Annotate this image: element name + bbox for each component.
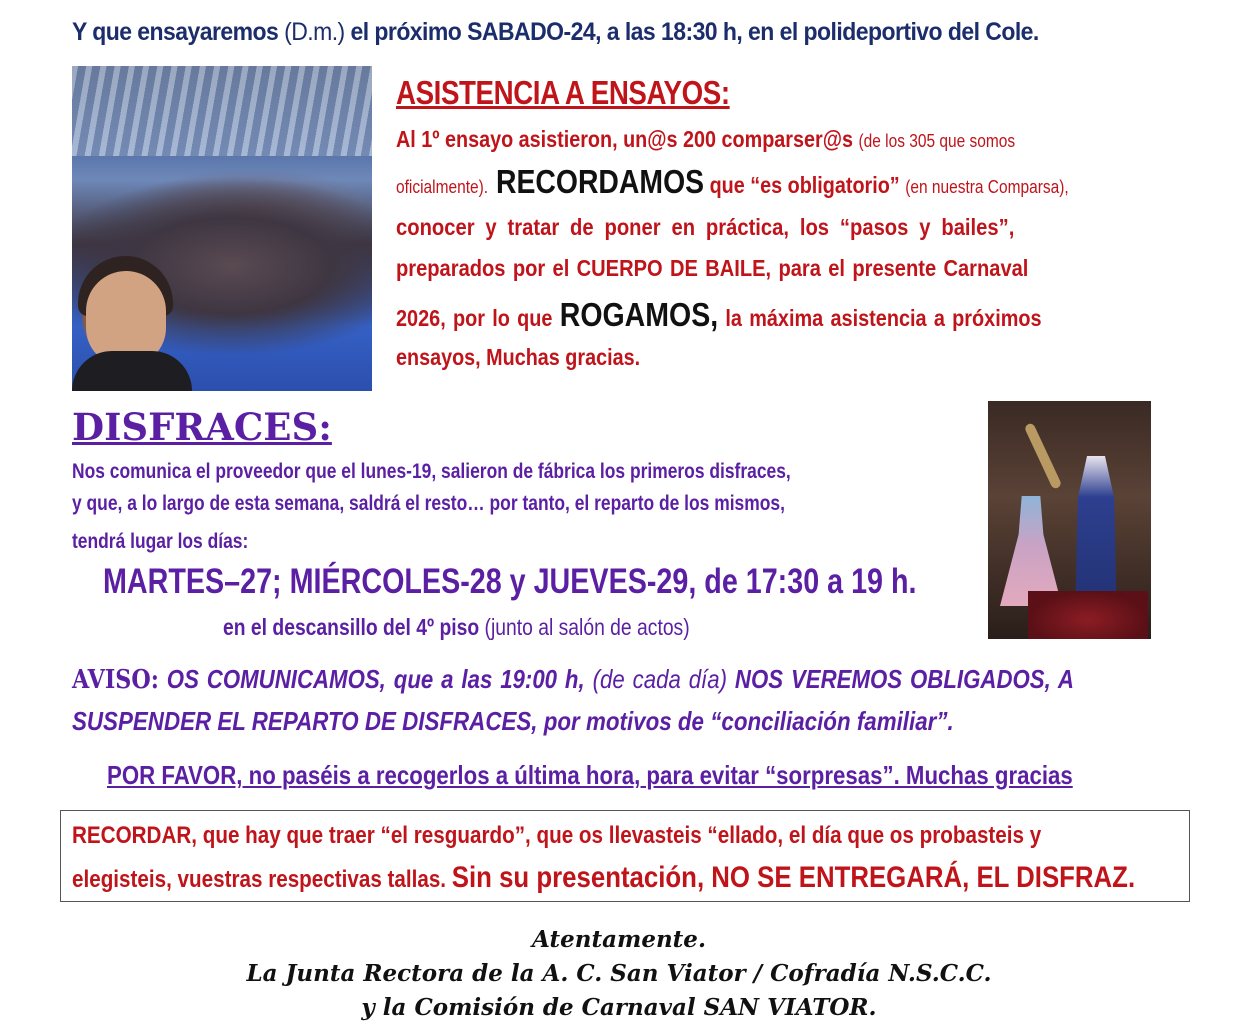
asistencia-line-6: ensayos, Muchas gracias. xyxy=(396,344,641,370)
asistencia-l5b: la máxima asistencia a próximos xyxy=(718,305,1042,331)
gym-roof xyxy=(72,66,372,156)
rogamos-text: ROGAMOS, xyxy=(559,296,719,333)
disfraces-heading: DISFRACES: xyxy=(72,405,332,449)
aviso-l1b: (de cada día) xyxy=(592,664,728,694)
aviso-label: AVISO: xyxy=(72,665,159,695)
disfraces-line-3: tendrá lugar los días: xyxy=(72,530,249,553)
asistencia-line-1 xyxy=(396,126,1015,153)
recordar-warning: Sin su presentación, NO SE ENTREGARÁ, EL DISFRAZ. xyxy=(451,861,1136,894)
asistencia-l2-small: oficialmente). xyxy=(396,177,489,197)
aviso-line-1 xyxy=(72,664,1074,695)
rehearsal-group-photo xyxy=(72,66,372,391)
red-cloth xyxy=(1028,591,1148,639)
aviso-l1a: OS COMUNICAMOS, que a las 19:00 h, xyxy=(158,664,593,694)
asistencia-l5a: 2026, por lo que xyxy=(396,305,560,331)
announcement-line xyxy=(72,18,1093,47)
signature-junta: La Junta Rectora de la A. C. San Viator / Cofradía N.S.C.C. xyxy=(246,960,992,987)
pink-dress xyxy=(1000,496,1062,606)
sword-prop xyxy=(1024,422,1063,490)
costume-photo xyxy=(988,401,1151,639)
distribution-place-text: en el descansillo del 4º piso xyxy=(223,614,485,640)
asistencia-l1: Al 1º ensayo asistieron, un@s 200 comparser@s xyxy=(396,126,859,152)
por-favor-notice: POR FAVOR, no paséis a recogerlos a última hora, para evitar “sorpresas”. Muchas gracias xyxy=(107,760,1073,790)
asistencia-line-4: preparados por el CUERPO DE BAILE, para el presente Carnaval xyxy=(396,255,1029,281)
asistencia-line-3: conocer y tratar de poner en práctica, los “pasos y bailes”, xyxy=(396,214,1015,240)
asistencia-l2-rest: que “es obligatorio” xyxy=(704,172,906,198)
asistencia-line-5 xyxy=(396,296,1042,334)
asistencia-l2-small2: (en nuestra Comparsa), xyxy=(905,177,1069,197)
distribution-dates: MARTES–27; MIÉRCOLES-28 y JUEVES-29, de 17:30 a 19 h. xyxy=(103,562,917,601)
disfraces-line-2: y que, a lo largo de esta semana, saldrá el resto… por tanto, el reparto de los mismos, xyxy=(72,492,785,515)
announcement-dm: (D.m.) xyxy=(284,18,345,46)
aviso-l1c: NOS VEREMOS OBLIGADOS, A xyxy=(727,664,1074,694)
distribution-place xyxy=(223,614,690,641)
recordamos-text: RECORDAMOS xyxy=(488,163,705,200)
asistencia-heading: ASISTENCIA A ENSAYOS: xyxy=(396,74,730,111)
signature-comision: y la Comisión de Carnaval SAN VIATOR. xyxy=(361,994,877,1021)
asistencia-l1-small: (de los 305 que somos xyxy=(858,131,1016,151)
disfraces-line-1: Nos comunica el proveedor que el lunes-19, salieron de fábrica los primeros disfraces, xyxy=(72,460,791,483)
distribution-place-note: (junto al salón de actos) xyxy=(484,614,690,640)
person-body xyxy=(72,351,192,391)
signature-greeting: Atentamente. xyxy=(532,926,706,953)
recordar-line-1: RECORDAR, que hay que traer “el resguardo”, que os llevasteis “ellado, el día que os probasteis y xyxy=(72,822,1042,849)
announcement-part3: el próximo SABADO-24, a las 18:30 h, en el polideportivo del Cole. xyxy=(344,18,1039,46)
aviso-line-2: SUSPENDER EL REPARTO DE DISFRACES, por motivos de “conciliación familiar”. xyxy=(72,706,954,736)
asistencia-line-2 xyxy=(396,163,1069,201)
announcement-part1: Y que ensayaremos xyxy=(72,18,285,46)
recordar-line-2 xyxy=(72,861,1135,895)
recordar-l2: elegisteis, vuestras respectivas tallas. xyxy=(72,866,452,893)
